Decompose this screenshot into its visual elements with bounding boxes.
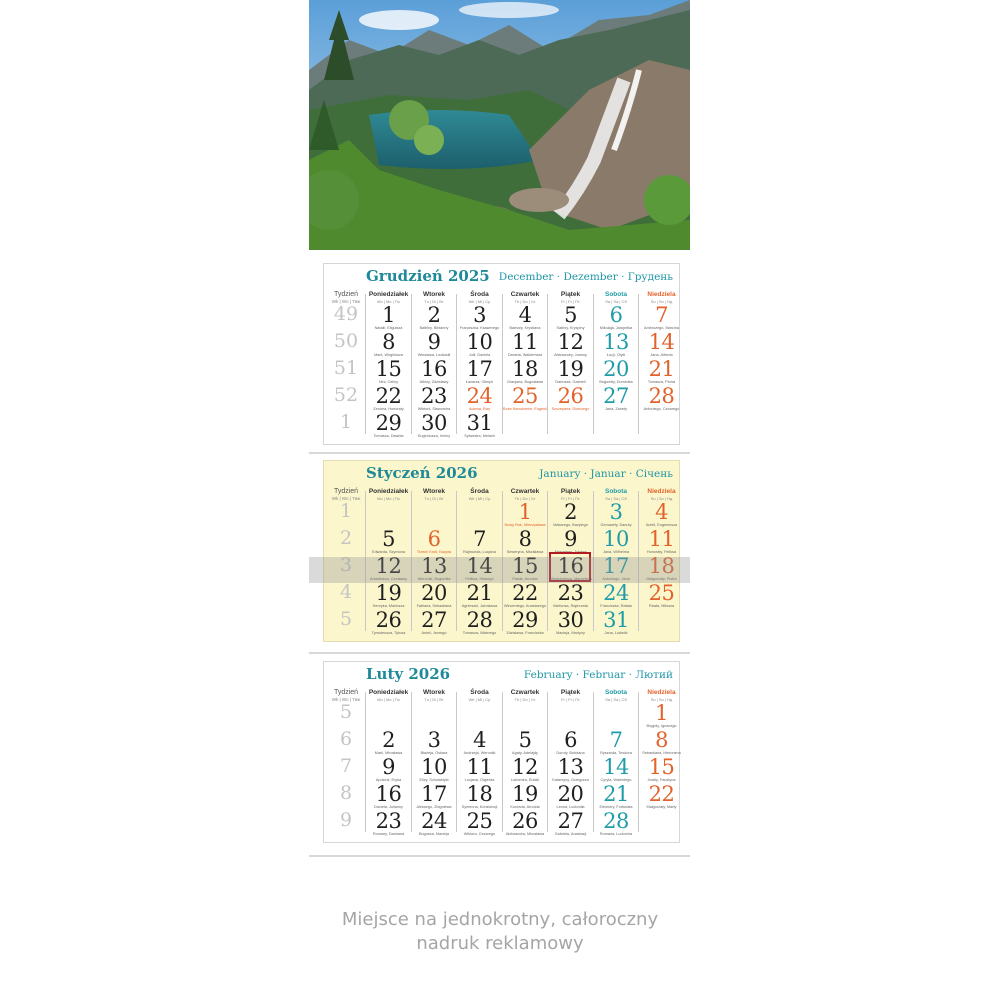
day-number: 2 <box>564 500 577 524</box>
day-number: 7 <box>655 303 668 327</box>
nameday-text: Bogumiły, Dominika <box>599 380 633 384</box>
nameday-text: Wiktorii, Sławomira <box>417 407 451 411</box>
nameday-text: Julii, Daniela <box>468 353 491 357</box>
week-number: 51 <box>333 357 359 379</box>
weekday-header <box>457 488 502 502</box>
nameday-text: Tomasza, Walerego <box>462 631 497 635</box>
weekday-label: Czwartek <box>510 689 540 696</box>
nameday-text: Makarego, Bazylego <box>553 523 588 527</box>
day-number: 19 <box>557 357 584 381</box>
day-number: 18 <box>512 357 538 381</box>
day-number: 22 <box>648 782 675 806</box>
day-number: 26 <box>557 384 584 408</box>
week-number: 3 <box>339 554 353 576</box>
day-number: 15 <box>648 755 675 779</box>
nameday-text: Boże Narodzenie, Eugenii <box>503 407 547 411</box>
nameday-text: Weroniki, Bogumiła <box>417 577 451 581</box>
day-number: 17 <box>466 357 493 381</box>
day-number: 5 <box>382 527 395 551</box>
nameday-text: Małgorzaty, Piotra <box>646 577 677 581</box>
nameday-text: Rajmunda, Lucjana <box>463 550 496 554</box>
nameday-text: Eleonory, Fortunata <box>599 805 633 809</box>
nameday-text: Gracjana, Bogusława <box>506 380 544 384</box>
nameday-text: Agnieszki, Jarosława <box>461 604 498 608</box>
day-number: 18 <box>466 782 493 806</box>
day-number: 23 <box>421 384 447 408</box>
weekday-sub-label: We | Mi | Ср <box>468 496 491 501</box>
nameday-text: Lubomira, Eulalii <box>510 778 540 782</box>
day-number: 21 <box>466 581 493 605</box>
nameday-text: Bogusza, Macieja <box>419 832 449 836</box>
week-header-label: Tydzień <box>333 689 359 696</box>
day-number: 12 <box>557 330 584 354</box>
nameday-text: Zenona, Honoraty <box>373 407 404 411</box>
nameday-text: Daniela, Julianny <box>374 805 403 809</box>
week-number: 9 <box>339 809 353 831</box>
weekday-label: Czwartek <box>510 291 540 298</box>
month-title-translations: February · Februar · Лютий <box>523 669 673 681</box>
nameday-text: Gabriela, Anastazji <box>554 832 587 836</box>
weekday-label: Niedziela <box>647 291 676 298</box>
weekday-sub-label: Mo | Mo | По <box>377 299 400 304</box>
nameday-text: Szczepana, Dionizego <box>551 407 590 411</box>
nameday-text: Sylwestra, Melanii <box>464 434 495 438</box>
nameday-text: Adama, Ewy <box>468 407 491 411</box>
weekday-label: Wtorek <box>422 291 446 298</box>
day-number: 15 <box>375 357 402 381</box>
nameday-text: Jana, Alfreda <box>650 353 673 357</box>
weekday-label: Piątek <box>560 488 581 495</box>
weekday-label: Wtorek <box>422 488 446 495</box>
weekday-sub-label: We | Mi | Ср <box>468 299 491 304</box>
day-number: 10 <box>603 527 629 551</box>
weekday-sub-label: Su | So | Нд <box>650 496 673 501</box>
day-number: 25 <box>466 809 493 833</box>
footer-line-1: Miejsce na jednokrotny, całoroczny <box>341 909 659 930</box>
nameday-text: Arkadiusza, Czesławy <box>369 577 408 581</box>
weekday-header <box>503 689 548 703</box>
weekday-label: Niedziela <box>647 488 676 495</box>
weekday-label: Piątek <box>560 291 581 298</box>
weekday-header <box>548 689 593 703</box>
weekday-sub-label: Sa | Sa | Сб <box>605 299 627 304</box>
nameday-text: Tomasza, Piotra <box>647 380 676 384</box>
nameday-text: Ambrożego, Marcina <box>643 326 680 330</box>
week-number: 8 <box>339 782 353 804</box>
nameday-text: Albiny, Zdzisławy <box>419 380 449 384</box>
day-number: 31 <box>603 608 629 632</box>
nameday-text: Łazarza, Olimpii <box>465 380 494 384</box>
nameday-text: Balbiny, Bibianny <box>419 326 449 330</box>
day-number: 28 <box>603 809 629 833</box>
week-number: 50 <box>333 330 359 352</box>
day-number: 30 <box>421 411 447 435</box>
day-number: 30 <box>557 608 584 632</box>
day-number: 1 <box>382 303 395 327</box>
week-header-sub: Wk | Wo | Тиж <box>331 697 361 702</box>
weekday-label: Wtorek <box>422 689 446 696</box>
nameday-text: Jana, Żanety <box>605 407 627 411</box>
day-number: 14 <box>648 330 675 354</box>
weekday-sub-label: Su | So | Нд <box>650 697 673 702</box>
weekday-sub-label: Tu | Di | Вт <box>424 299 444 304</box>
nameday-text: Trzech Króli, Kacpra <box>416 550 452 554</box>
day-number: 4 <box>518 303 532 327</box>
nameday-text: Natalii, Eliguisza <box>374 326 403 330</box>
weekday-sub-label: We | Mi | Ср <box>468 697 491 702</box>
day-number: 27 <box>557 809 584 833</box>
nameday-text: Macieja, Martyny <box>556 631 585 635</box>
nameday-text: Sabiny, Kryspiny <box>556 326 585 330</box>
week-header-label: Tydzień <box>333 488 359 495</box>
weekday-header <box>457 689 502 703</box>
day-number: 6 <box>564 728 577 752</box>
nameday-text: Antoniego, Jana <box>602 577 630 581</box>
nameday-text: Doroty, Bohdana <box>556 751 585 755</box>
day-number: 21 <box>648 357 675 381</box>
day-number: 4 <box>473 728 486 752</box>
divider <box>309 855 690 857</box>
day-number: 24 <box>603 581 629 605</box>
nameday-text: Włodzimierza, Marcelego <box>549 577 592 581</box>
weekday-label: Sobota <box>604 291 628 298</box>
nameday-text: Anieli, Eugeniusza <box>645 523 678 527</box>
day-number: 9 <box>564 527 577 551</box>
month-title: Styczeń 2026 <box>366 464 478 482</box>
current-week-highlight <box>309 554 690 583</box>
day-number: 15 <box>512 554 538 578</box>
day-number: 22 <box>512 581 538 605</box>
day-number: 9 <box>427 330 441 354</box>
day-number: 28 <box>648 384 675 408</box>
day-number: 2 <box>382 728 395 752</box>
day-number: 14 <box>603 755 629 779</box>
weekday-sub-label: Sa | Sa | Сб <box>605 697 627 702</box>
day-number: 13 <box>603 330 629 354</box>
weekday-sub-label: Mo | Mo | По <box>377 697 400 702</box>
month-title-translations: January · Januar · Січень <box>539 468 673 480</box>
nameday-text: Henryka, Mariusza <box>372 604 405 608</box>
day-number: 23 <box>557 581 584 605</box>
weekday-sub-label: Th | Do | Чт <box>514 697 536 702</box>
day-number: 19 <box>375 581 402 605</box>
nameday-text: Edwarda, Szymona <box>372 550 405 554</box>
day-number: 23 <box>375 809 402 833</box>
week-number: 7 <box>339 755 353 777</box>
month-title-translations: December · Dezember · Грудень <box>498 271 673 283</box>
day-number: 11 <box>466 755 493 779</box>
nameday-text: Lucjana, Olgierda <box>464 778 495 782</box>
day-number: 8 <box>382 330 395 354</box>
day-number: 2 <box>427 303 441 327</box>
nameday-text: Dariusza, Gabrieli <box>555 380 586 384</box>
day-number: 7 <box>473 527 486 551</box>
advertising-space-note <box>0 908 1000 956</box>
nameday-text: Jana, Wilhelma <box>603 550 629 554</box>
nameday-text: Ildefonsa, Rajmunda <box>553 604 588 608</box>
nameday-text: Leona, Ludomiła <box>556 805 585 809</box>
weekday-label: Sobota <box>604 689 628 696</box>
weekday-sub-label: Th | Do | Чт <box>514 299 536 304</box>
day-number: 27 <box>421 608 447 632</box>
nameday-text: Pawła, Miłosza <box>648 604 675 608</box>
day-number: 5 <box>564 303 577 327</box>
weekday-sub-label: Su | So | Нд <box>650 299 673 304</box>
weekday-header <box>412 488 457 502</box>
nameday-text: Agaty, Adelajdy <box>512 751 538 755</box>
nameday-text: Apolonii, Eryka <box>375 778 402 782</box>
nameday-text: Anieli, Jerzego <box>421 631 447 635</box>
day-number: 20 <box>557 782 584 806</box>
week-number: 1 <box>339 500 353 522</box>
week-header-sub: Wk | Wo | Тиж <box>331 299 361 304</box>
nameday-text: Wieslawa, Leokadii <box>417 353 451 357</box>
day-number: 5 <box>518 728 532 752</box>
day-number: 10 <box>466 330 493 354</box>
weekday-sub-label: Mo | Mo | По <box>377 496 400 501</box>
weekday-sub-label: Th | Do | Чт <box>514 496 536 501</box>
nameday-text: Marcelego, Juliana <box>554 550 587 554</box>
day-number: 13 <box>557 755 584 779</box>
week-number: 52 <box>333 384 359 406</box>
divider <box>309 652 690 654</box>
weekday-header <box>366 689 411 703</box>
month-title: Grudzień 2025 <box>366 267 490 285</box>
week-header-sub: Wk | Wo | Тиж <box>331 496 361 501</box>
day-number: 16 <box>375 782 402 806</box>
landscape-picture <box>309 0 690 250</box>
day-number: 26 <box>512 809 538 833</box>
day-number: 22 <box>375 384 402 408</box>
day-number: 10 <box>421 755 447 779</box>
day-number: 8 <box>518 527 532 551</box>
nameday-text: Błażeja, Oskara <box>420 751 448 755</box>
nameday-text: Marii, Wirgiliusza <box>374 353 403 357</box>
nameday-text: Nowy Rok, Mieczysława <box>504 523 546 527</box>
day-number: 20 <box>603 357 629 381</box>
nameday-text: Daniela, Waldemara <box>507 353 543 357</box>
day-number: 1 <box>655 701 668 725</box>
nameday-text: Fabiana, Sebastiana <box>416 604 452 608</box>
weekday-sub-label: Fr | Fr | Пт <box>561 697 580 702</box>
nameday-text: Barbary, Krystiana <box>509 326 541 330</box>
weekday-label: Piątek <box>560 689 581 696</box>
day-number: 3 <box>473 303 486 327</box>
nameday-text: Elizy, Scholastyki <box>419 778 449 782</box>
day-number: 8 <box>655 728 668 752</box>
nameday-text: Małgorzaty, Marty <box>646 805 677 809</box>
day-number: 3 <box>609 500 623 524</box>
nameday-text: Mikołaja, Jaropełka <box>599 326 633 330</box>
day-number: 19 <box>512 782 538 806</box>
day-number: 20 <box>421 581 447 605</box>
month-panel-february <box>323 661 680 843</box>
day-number: 18 <box>648 554 675 578</box>
nameday-text: Aleksego, Zbigniewa <box>416 805 452 809</box>
day-number: 1 <box>518 500 532 524</box>
day-number: 6 <box>427 527 441 551</box>
weekday-header <box>594 689 639 703</box>
nameday-text: Nini, Celiny <box>378 380 399 384</box>
nameday-text: Genowefy, Danuty <box>600 523 632 527</box>
nameday-text: Feliksa, Hilarego <box>465 577 494 581</box>
week-number: 5 <box>339 701 353 723</box>
weekday-label: Sobota <box>604 488 628 495</box>
day-number: 27 <box>603 384 629 408</box>
day-number: 29 <box>375 411 402 435</box>
weekday-label: Czwartek <box>510 488 540 495</box>
day-number: 6 <box>609 303 623 327</box>
day-number: 26 <box>375 608 402 632</box>
weekday-sub-label: Fr | Fr | Пт <box>561 299 580 304</box>
month-title: Luty 2026 <box>366 665 451 683</box>
nameday-text: Franciszka, Ksawerego <box>459 326 500 330</box>
day-number: 17 <box>421 782 447 806</box>
month-panel-january <box>323 460 680 642</box>
day-number: 29 <box>512 608 538 632</box>
weekday-label: Poniedziałek <box>368 488 409 495</box>
nameday-text: Konrada, Arnolda <box>510 805 540 809</box>
weekday-header <box>412 689 457 703</box>
weekday-label: Niedziela <box>647 689 676 696</box>
day-number: 7 <box>609 728 623 752</box>
day-number: 25 <box>512 384 538 408</box>
nameday-text: Honoraty, Feliksa <box>646 550 677 554</box>
nameday-text: Eugeniusza, Irminy <box>417 434 451 438</box>
nameday-text: Romany, Damiana <box>372 832 405 836</box>
day-number: 14 <box>466 554 493 578</box>
nameday-text: Aleksandra, Mirosława <box>505 832 545 836</box>
nameday-text: Ryszarda, Teodora <box>600 751 632 755</box>
nameday-text: Wiktora, Cezarego <box>463 832 496 836</box>
weekday-sub-label: Fr | Fr | Пт <box>561 496 580 501</box>
nameday-text: Jana, Ludwiki <box>604 631 628 635</box>
nameday-text: Marii, Mirosława <box>374 751 403 755</box>
day-number: 3 <box>427 728 441 752</box>
nameday-text: Pawła, Arnolda <box>512 577 538 581</box>
day-number: 25 <box>648 581 675 605</box>
nameday-text: Jowity, Faustyna <box>647 778 676 782</box>
weekday-sub-label: Sa | Sa | Сб <box>605 496 627 501</box>
nameday-text: Andrzeja, Weroniki <box>463 751 496 755</box>
week-number: 1 <box>339 411 353 433</box>
nameday-text: Franciszka, Rafała <box>600 604 632 608</box>
day-number: 17 <box>603 554 629 578</box>
weekday-sub-label: Tu | Di | Вт <box>424 496 444 501</box>
nameday-text: Tomasza, Dawida <box>373 434 404 438</box>
day-number: 13 <box>421 554 447 578</box>
weekday-label: Środa <box>470 291 489 298</box>
day-number: 24 <box>421 809 447 833</box>
nameday-text: Tymoteusza, Tytusa <box>371 631 406 635</box>
day-number: 11 <box>512 330 538 354</box>
mountain-lake-photo <box>309 0 690 250</box>
nameday-text: Wincentego, Anastazego <box>503 604 546 608</box>
nameday-text: Brygidy, Ignacego <box>646 724 677 728</box>
day-number: 24 <box>466 384 493 408</box>
day-number: 12 <box>512 755 538 779</box>
nameday-text: Aleksandry, Joanny <box>554 353 587 357</box>
weekday-label: Środa <box>470 488 489 495</box>
nameday-text: Romana, Ludomira <box>599 832 633 836</box>
weekday-label: Środa <box>470 689 489 696</box>
weekday-sub-label: Tu | Di | Вт <box>424 697 444 702</box>
nameday-text: Cyryla, Walentego <box>600 778 632 782</box>
nameday-text: Symeona, Konstancji <box>461 805 498 809</box>
week-number: 5 <box>339 608 353 630</box>
day-number: 16 <box>557 554 584 578</box>
nameday-text: Sebastiana, Hieronima <box>642 751 681 755</box>
nameday-text: Seweryna, Mścisława <box>506 550 544 554</box>
nameday-text: Antoniego, Cezarego <box>643 407 680 411</box>
nameday-text: Łucji, Otylii <box>606 353 626 357</box>
day-number: 9 <box>382 755 395 779</box>
weekday-label: Poniedziałek <box>368 689 409 696</box>
nameday-text: Zdzisława, Franciszka <box>506 631 544 635</box>
day-number: 21 <box>603 782 629 806</box>
day-number: 16 <box>421 357 447 381</box>
nameday-text: Katarzyny, Grzegorza <box>552 778 589 782</box>
week-number: 2 <box>339 527 353 549</box>
day-number: 31 <box>466 411 493 435</box>
month-panel-december <box>323 263 680 445</box>
week-number: 4 <box>339 581 353 603</box>
weekday-header <box>366 488 411 502</box>
weekday-label: Poniedziałek <box>368 291 409 298</box>
footer-line-2: nadruk reklamowy <box>416 933 584 954</box>
day-number: 28 <box>466 608 493 632</box>
week-number: 49 <box>333 303 359 325</box>
day-number: 4 <box>655 500 668 524</box>
divider <box>309 452 690 454</box>
day-number: 11 <box>648 527 675 551</box>
week-number: 6 <box>339 728 353 750</box>
week-header-label: Tydzień <box>333 291 359 298</box>
day-number: 12 <box>375 554 402 578</box>
